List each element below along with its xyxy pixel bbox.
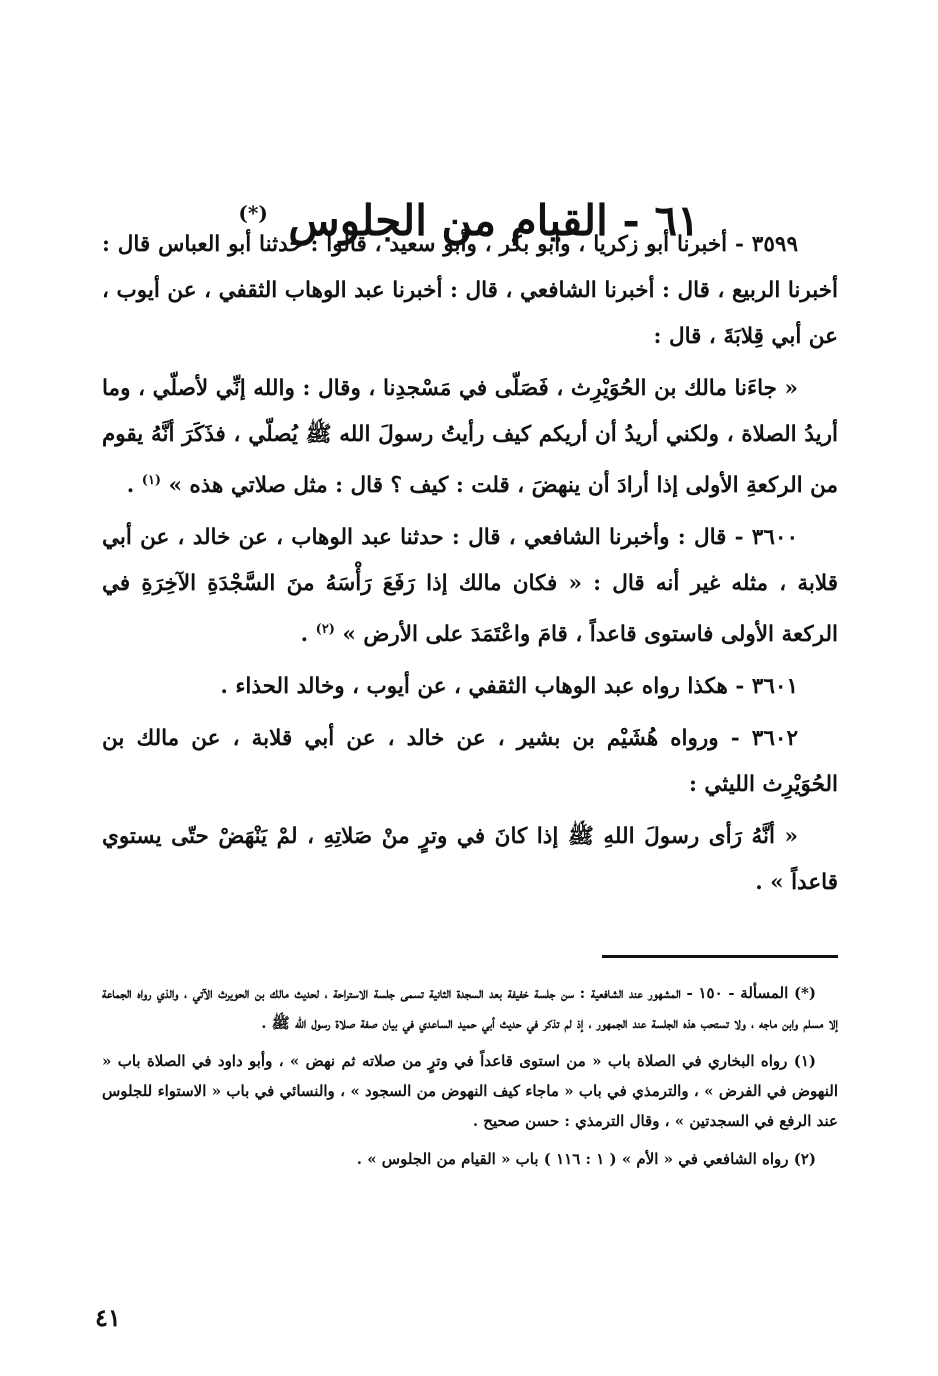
paragraph-end: . (126, 473, 135, 499)
page-number: ٤١ (95, 1303, 121, 1332)
main-text (102, 222, 838, 912)
hadith-3602-quote (102, 814, 838, 906)
footnote-star: (*) المسألة - ١٥٠ - المشهور عند الشافعية : سن جلسة خفيفة بعد السجدة الثانية تسمى جلسة الاستراحة ، لحديث مالك بن الحويرث الآتي ، والذي رواه الجماعة إلا مسلم وابن ماجه ، ولا تستحب هذه الجلسة عند الجمهور ، إذ لم تذكر في حديث أبي حميد الساعدي في بيان صفة صلاة رسول الله ﷺ . (102, 984, 838, 1032)
footnote-ref-2[interactable]: (٢) (315, 622, 335, 638)
paragraph-text: ٣٦٠٠ - قال : وأخبرنا الشافعي ، قال : حدثنا عبد الوهاب ، عن خالد ، عن أبي قلابة ، مثله غير أنه قال : « فكان مالك إذا رَفَعَ رَأْسَهُ منَ السَّجْدَةِ الآخِرَةِ في الركعة الأولى فاستوى قاعداً ، قامَ واعْتَمَدَ على الأرض » (102, 525, 838, 648)
paragraph-text: ٣٥٩٩ - أخبرنا أبو زكريا ، وأبو بكر ، وأبو سعيد ، قالوا : حدثنا أبو العباس قال : أخبرنا الربيع ، قال : أخبرنا الشافعي ، قال : أخبرنا عبد الوهاب الثقفي ، عن أيوب ، عن أبي قِلابَةَ ، قال : (102, 232, 838, 349)
paragraph-text: « أنَّهُ رَأى رسولَ اللهِ ﷺ إذا كانَ في وترٍ منْ صَلاتِهِ ، لمْ يَنْهَضْ حتّى يستوي قاعداً » . (102, 824, 838, 896)
hadith-3599 (102, 222, 838, 360)
footnote-2: (٢) رواه الشافعي في « الأم » ( ١ : ١١٦ ) باب « القيام من الجلوس » . (356, 1150, 816, 1168)
hadith-3599-quote (102, 366, 838, 509)
footnote-ref-1[interactable]: (١) (141, 473, 162, 488)
paragraph-text: ٣٦٠٢ - ورواه هُشَيْم بن بشير ، عن خالد ، عن أبي قلابة ، عن مالك بن الحُوَيْرِث الليثي : (102, 726, 838, 798)
hadith-3602 (102, 716, 838, 808)
hadith-3601 (102, 664, 838, 710)
hadith-3600 (102, 515, 838, 658)
footnote-divider (602, 955, 838, 958)
title-footnote-mark: (*) (238, 201, 268, 226)
chapter-title-text: ٦١ - القيام من الجلوس (288, 196, 700, 246)
paragraph-text: ٣٦٠١ - هكذا رواه عبد الوهاب الثقفي ، عن أيوب ، وخالد الحذاء . (220, 674, 798, 700)
footnote-1: (١) رواه البخاري في الصلاة باب « من استوى قاعداً في وترٍ من صلاته ثم نهض » ، وأبو داود في الصلاة باب « النهوض في الفرض » ، والترمذي في باب « ماجاء كيف النهوض من السجود » ، والنسائي في باب « الاستواء للجلوس عند الرفع في السجدتين » ، وقال الترمذي : حسن صحيح . (102, 1052, 838, 1130)
paragraph-end: . (300, 622, 309, 648)
footnotes (102, 978, 838, 1182)
paragraph-text: « جاءَنا مالك بن الحُوَيْرِث ، فَصَلّى في مَسْجدِنا ، وقال : والله إنِّي لأصلّي ، وما أريدُ الصلاة ، ولكني أريدُ أن أريكم كيف رأيتُ رسولَ الله ﷺ يُصلّي ، فذَكَرَ أنَّهُ يقوم من الركعةِ الأولى إذا أرادَ أن ينهضَ ، قلت : كيف ؟ قال : مثل صلاتي هذه » (102, 376, 838, 499)
